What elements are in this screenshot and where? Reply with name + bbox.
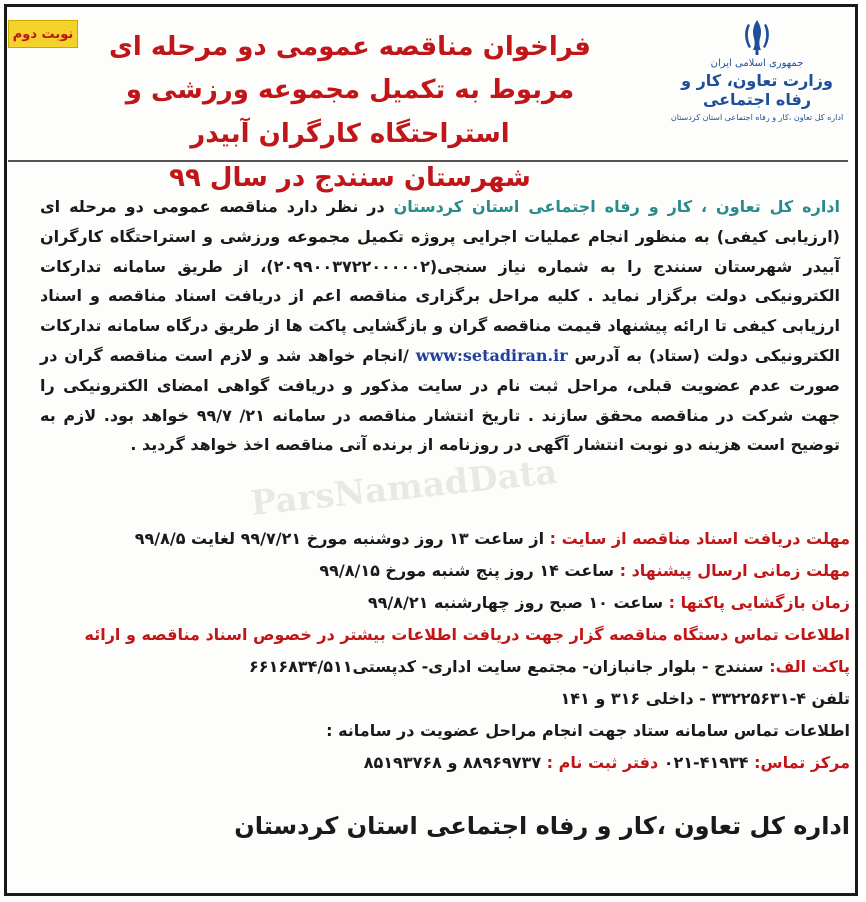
- watermark: ParsNamadData: [248, 452, 560, 524]
- registration-office-label: دفتر ثبت نام :: [546, 753, 659, 772]
- logo-department: اداره کل تعاون ،کار و رفاه اجتماعی استان کردستان: [670, 113, 844, 122]
- envelope-address-row: [40, 651, 850, 683]
- header-divider: [8, 160, 848, 162]
- phone-row: [40, 683, 850, 715]
- title-line-1: فراخوان مناقصه عمومی دو مرحله ای: [109, 32, 591, 62]
- envelope-label: پاکت الف:: [769, 657, 850, 676]
- body-paragraph-1: در نظر دارد مناقصه عمومی دو مرحله ای (ارزیابی کیفی) به منظور انجام عملیات اجرایی پروژه تکمیل مجموعه ورزشی و استراحتگاه کارگران آبیدر شهرستان سنندج را به شماره نیاز سنجی(۲۰۹۹۰۰۳۷۲۲۰۰۰۰۰۲)، از طریق سامانه تدارکات الکترونیکی دولت برگزار نماید . کلیه مراحل برگزاری مناقصه اعم از دریافت اسناد مناقصه و اسناد ارزیابی کیفی تا ارائه پیشنهاد قیمت مناقصه گران و بازگشایی پاکت ها از طریق درگاه سامانه تدارکات الکترونیکی دولت (ستاد) به آدرس: [40, 197, 841, 365]
- proposal-deadline-row: [40, 555, 850, 587]
- proposal-deadline-label: مهلت زمانی ارسال پیشنهاد :: [619, 561, 850, 580]
- opening-time-value: ساعت ۱۰ صبح روز چهارشنبه ۹۹/۸/۲۱: [367, 593, 669, 612]
- document-deadline-row: [40, 523, 850, 555]
- envelope-address: سنندج - بلوار جانبازان- مجتمع سایت اداری- کدپستی۶۶۱۶۸۳۴/۵۱۱: [249, 657, 770, 676]
- phone-value: تلفن ۴-۳۳۲۲۵۶۳۱ - داخلی ۳۱۶ و ۱۴۱: [560, 689, 850, 708]
- title-line-2: مربوط به تکمیل مجموعه ورزشی و استراحتگاه کارگران آبیدر: [125, 75, 575, 149]
- opening-time-label: زمان بازگشایی پاکتها :: [668, 593, 850, 612]
- proposal-deadline-value: ساعت ۱۴ روز پنج شنبه مورخ ۹۹/۸/۱۵: [319, 561, 620, 580]
- footer-signature: اداره کل تعاون ،کار و رفاه اجتماعی استان کردستان: [234, 812, 850, 840]
- tender-details: [40, 523, 850, 779]
- ministry-logo: [664, 10, 850, 146]
- iran-emblem-icon: [740, 16, 774, 56]
- body-organization: اداره کل تعاون ، کار و رفاه اجتماعی استان کردستان: [393, 197, 840, 216]
- notice-title: [80, 26, 620, 200]
- setad-contact-row: [40, 715, 850, 747]
- document-deadline-value: از ساعت ۱۳ روز دوشنبه مورخ ۹۹/۷/۲۱ لغایت ۹۹/۸/۵: [134, 529, 550, 548]
- logo-ministry: وزارت تعاون، کار و رفاه اجتماعی: [681, 71, 833, 109]
- title-line-3: شهرستان سنندج در سال ۹۹: [169, 163, 531, 193]
- body-paragraph-2: /انجام خواهد شد و لازم است مناقصه گران در صورت عدم عضویت قبلی، مراحل ثبت نام در سایت مذکور و دریافت گواهی امضای الکترونیکی را جهت شرکت در مناقصه محقق سازند . تاریخ انتشار مناقصه در سامانه ۲۱/ ۹۹/۷ خواهد بود. لازم به توضیح است هزینه دو نوبت انتشار آگهی در روزنامه از برنده آتی مناقصه اخذ خواهد گردید .: [40, 345, 840, 455]
- setad-contact-heading: اطلاعات تماس سامانه ستاد جهت انجام مراحل عضویت در سامانه :: [326, 721, 850, 740]
- contact-heading-row: [40, 619, 850, 651]
- opening-time-row: [40, 587, 850, 619]
- notice-body: [40, 192, 840, 460]
- document-deadline-label: مهلت دریافت اسناد مناقصه از سایت :: [549, 529, 850, 548]
- contact-heading: اطلاعات تماس دستگاه مناقصه گزار جهت دریافت اطلاعات بیشتر در خصوص اسناد مناقصه و ارائه: [84, 625, 850, 644]
- call-center-row: [40, 747, 850, 779]
- round-badge: نوبت دوم: [8, 20, 78, 48]
- registration-office-value: ۸۸۹۶۹۷۳۷ و ۸۵۱۹۳۷۶۸: [363, 753, 547, 772]
- call-center-label: مرکز تماس:: [754, 753, 850, 772]
- call-center-value: ۴۱۹۳۴-۰۲۱: [658, 753, 755, 772]
- logo-country: جمهوری اسلامی ایران: [710, 58, 804, 69]
- setad-url-link[interactable]: www:setadiran.ir: [415, 345, 568, 365]
